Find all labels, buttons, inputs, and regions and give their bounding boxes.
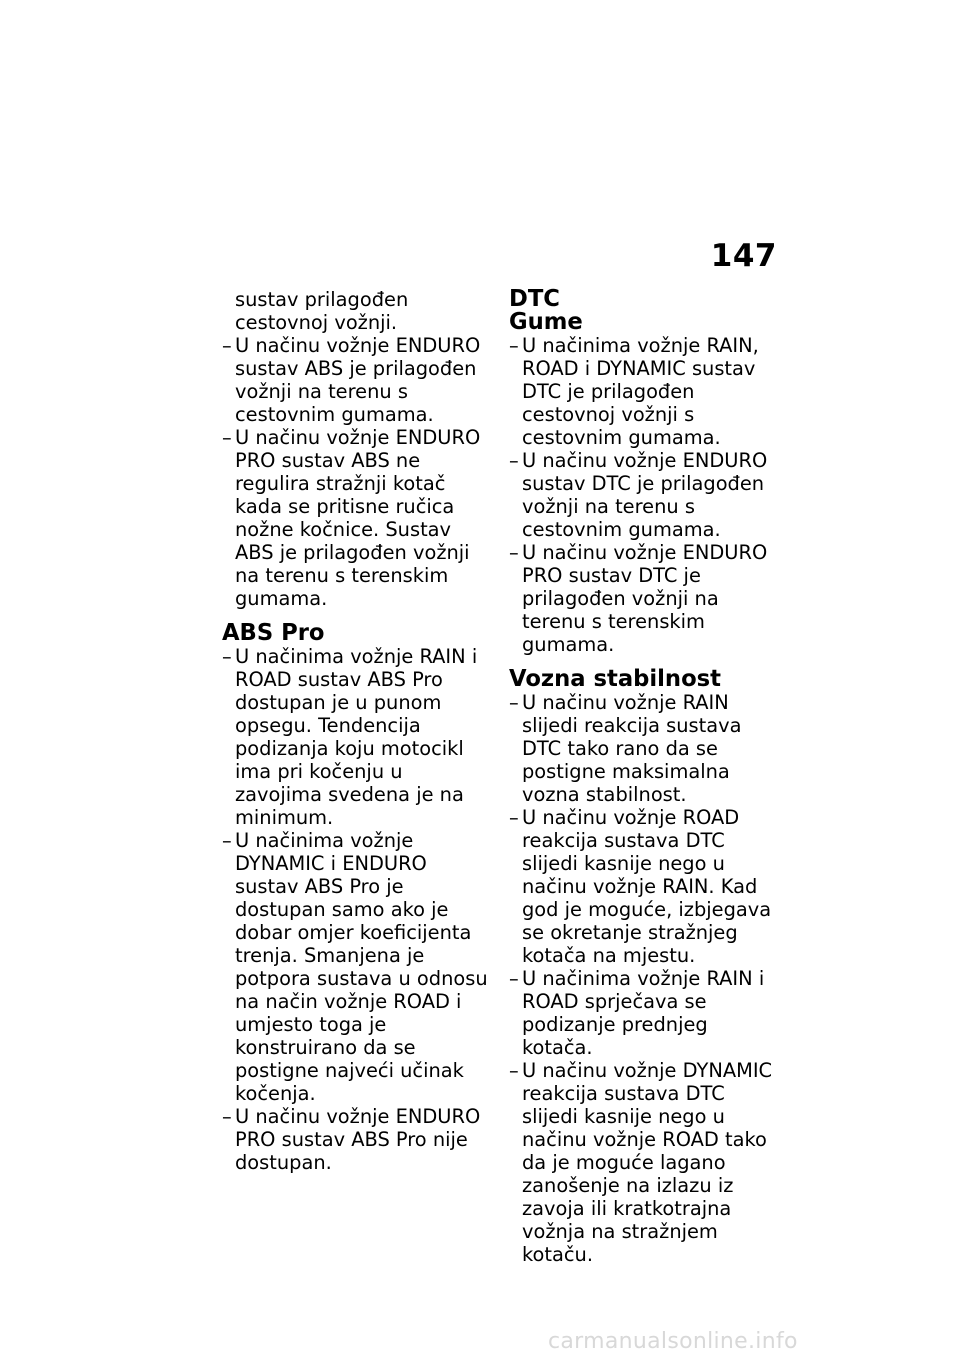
list-item: – U načinu vožnje DYNAMIC reakcija sustava DTC slijedi kasnije nego u načinu vožnje ROAD tako da je moguće lagano zanošenje na izlazu iz zavoja ili kratkotrajna vožnja na stražnjem kotaču. — [509, 1059, 773, 1266]
list-item: – U načinu vožnje ROAD reakcija sustava DTC slijedi kasnije nego u načinu vožnje RAIN. Kad god je moguće, izbjegava se okretanje stražnjeg kotača na mjestu. — [509, 806, 772, 967]
list-item: – U načinima vožnje RAIN i ROAD sprječava se podizanje prednjeg kotača. — [509, 967, 765, 1059]
section-heading-abs-pro: ABS Pro — [222, 620, 325, 646]
section-heading-dtc: DTC — [509, 286, 560, 312]
dash: – — [509, 541, 519, 564]
dash: – — [222, 426, 232, 449]
dash: – — [509, 691, 519, 714]
list-item: – U načinima vožnje DYNAMIC i ENDURO sustav ABS Pro je dostupan samo ako je dobar omjer koeficijenta trenja. Smanjena je potpora sustava u odnosu na način vožnje ROAD i umjesto toga je konstruirano da se postigne najveći učinak kočenja. — [222, 829, 488, 1105]
list-item: – U načinu vožnje ENDURO sustav DTC je prilagođen vožnji na terenu s cestovnim gumama. — [509, 449, 768, 541]
right-column — [509, 288, 781, 1266]
list-item: – U načinu vožnje RAIN slijedi reakcija sustava DTC tako rano da se postigne maksimalna vozna stabilnost. — [509, 691, 742, 806]
list-item: – U načinu vožnje ENDURO PRO sustav ABS Pro nije dostupan. — [222, 1105, 481, 1174]
dash: – — [509, 1059, 519, 1082]
left-column — [222, 288, 494, 1174]
dash: – — [222, 645, 232, 668]
dash: – — [222, 829, 232, 852]
list-item: – U načinu vožnje ENDURO PRO sustav ABS ne regulira stražnji kotač kada se pritisne ručica nožne kočnice. Sustav ABS je prilagođen vožnji na terenu s terenskim gumama. — [222, 426, 481, 610]
continued-paragraph: sustav prilagođen cestovnoj vožnji. — [235, 288, 409, 334]
list-item: – U načinu vožnje ENDURO sustav ABS je prilagođen vožnji na terenu s cestovnim gumama. — [222, 334, 481, 426]
dash: – — [509, 449, 519, 472]
dash: – — [222, 334, 232, 357]
dash: – — [509, 806, 519, 829]
dash: – — [509, 334, 519, 357]
subheading-gume: Gume — [509, 309, 583, 335]
list-item: – U načinima vožnje RAIN, ROAD i DYNAMIC sustav DTC je prilagođen cestovnoj vožnji s cestovnim gumama. — [509, 334, 759, 449]
watermark: carmanualsonline.info — [548, 1329, 798, 1354]
subheading-vozna-stabilnost: Vozna stabilnost — [509, 666, 722, 692]
dash: – — [509, 967, 519, 990]
dash: – — [222, 1105, 232, 1128]
list-item: – U načinu vožnje ENDURO PRO sustav DTC je prilagođen vožnji na terenu s terenskim gumama. — [509, 541, 768, 656]
list-item: – U načinima vožnje RAIN i ROAD sustav ABS Pro dostupan je u punom opsegu. Tendencija podizanja koju motocikl ima pri kočenju u zavojima svedena je na minimum. — [222, 645, 478, 829]
page-number: 147 — [710, 238, 777, 274]
